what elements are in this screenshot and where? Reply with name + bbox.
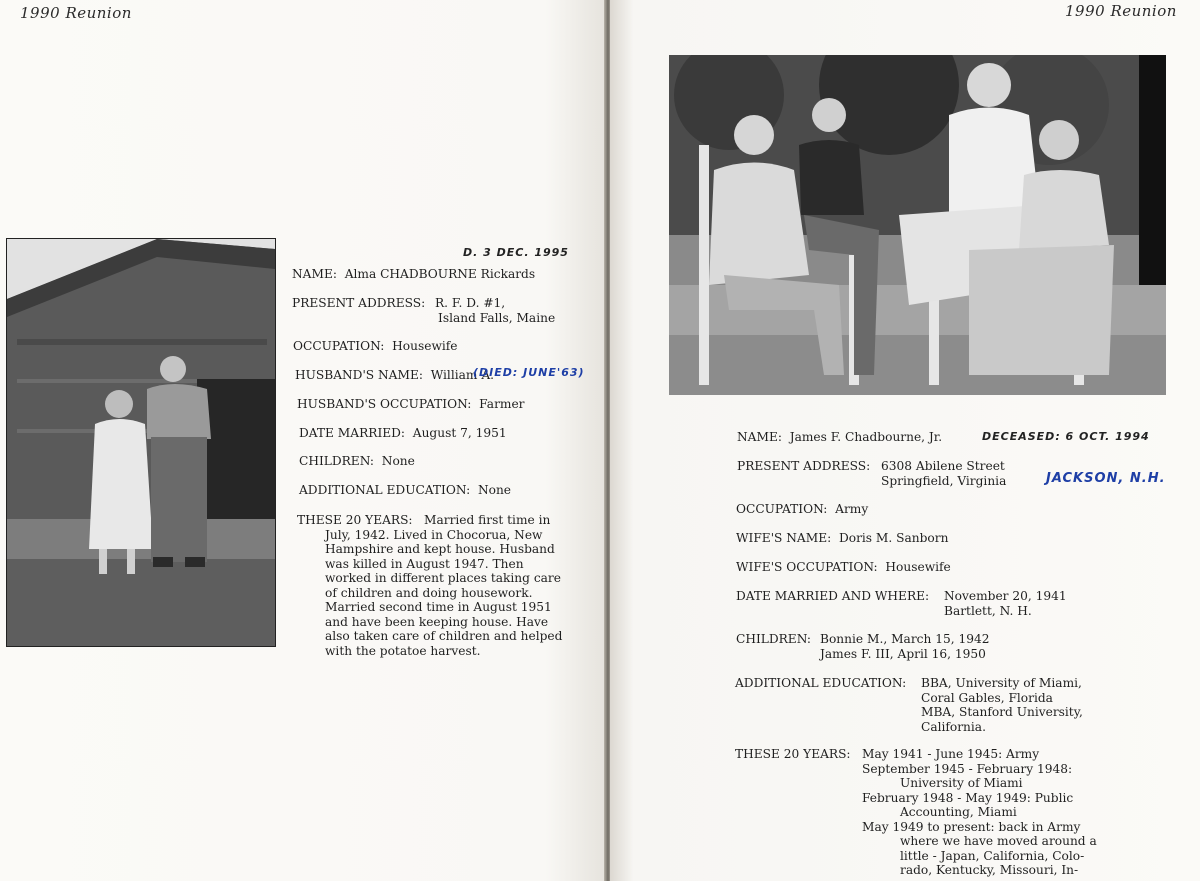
- address-line-1: R. F. D. #1,: [435, 296, 506, 310]
- education-label: ADDITIONAL EDUCATION:: [735, 676, 907, 690]
- years-line: May 1941 - June 1945: Army: [862, 747, 1040, 761]
- child-line-1: Bonnie M., March 15, 1942: [820, 632, 990, 646]
- date-married-value: [944, 589, 1067, 618]
- family-photo: [669, 55, 1166, 395]
- children-label: CHILDREN:: [736, 632, 812, 646]
- years-line: of children and doing housework.: [325, 585, 533, 600]
- children-label: CHILDREN:: [299, 454, 375, 468]
- address-value: [435, 296, 555, 325]
- years-line: May 1949 to present: back in Army: [862, 819, 1081, 834]
- husband-value: William A.: [430, 368, 494, 382]
- education-value: None: [477, 483, 512, 497]
- address-value: [881, 459, 1006, 488]
- family-photo-image: [669, 55, 1166, 395]
- occupation-row: [293, 339, 458, 353]
- husband-occupation-row: [297, 397, 525, 411]
- address-label: PRESENT ADDRESS:: [737, 459, 871, 473]
- address-line-1: 6308 Abilene Street: [881, 459, 1005, 473]
- husband-occupation-label: HUSBAND'S OCCUPATION:: [297, 397, 472, 411]
- child-line-2: James F. III, April 16, 1950: [820, 646, 986, 661]
- reunion-note-left: 1990 Reunion: [20, 4, 132, 22]
- date-married-label: DATE MARRIED AND WHERE:: [736, 589, 930, 603]
- name-value: James F. Chadbourne, Jr.: [789, 430, 943, 444]
- years-line: where we have moved around a: [900, 834, 1097, 848]
- husband-died-note: (DIED: JUNE'63): [473, 366, 585, 379]
- wife-value: Doris M. Sanborn: [838, 531, 949, 545]
- right-page: [610, 0, 1200, 881]
- years-line: Married second time in August 1951: [325, 600, 552, 614]
- years-line: with the potatoe harvest.: [325, 643, 481, 658]
- name-row: [737, 430, 942, 444]
- death-note: D. 3 DEC. 1995: [463, 246, 569, 259]
- education-label: ADDITIONAL EDUCATION:: [299, 483, 471, 497]
- reunion-note-right: 1990 Reunion: [1065, 2, 1177, 20]
- husband-occupation-value: Farmer: [479, 397, 525, 411]
- years-line: University of Miami: [900, 776, 1023, 790]
- these-years-text: [325, 513, 562, 658]
- education-line: California.: [921, 719, 986, 734]
- years-line: also taken care of children and helped: [325, 629, 563, 643]
- wife-row: [736, 531, 948, 545]
- years-line: Married first time in: [424, 513, 551, 527]
- wife-occupation-value: Housewife: [885, 560, 951, 574]
- occupation-value: Army: [835, 502, 869, 516]
- name-label: NAME:: [737, 430, 782, 444]
- deceased-note: DECEASED: 6 OCT. 1994: [982, 430, 1150, 443]
- address-handwritten-note: JACKSON, N.H.: [1046, 471, 1166, 486]
- husband-row: [295, 368, 494, 382]
- married-line-1: November 20, 1941: [944, 589, 1067, 603]
- education-row: [299, 483, 511, 497]
- these-years-label: THESE 20 YEARS:: [297, 513, 413, 527]
- date-married-label: DATE MARRIED:: [299, 426, 406, 440]
- children-row: [299, 454, 415, 468]
- date-married-row: [299, 426, 507, 440]
- address-label: PRESENT ADDRESS:: [292, 296, 426, 310]
- address-line-2: Springfield, Virginia: [881, 473, 1007, 488]
- date-married-value: August 7, 1951: [412, 426, 507, 440]
- years-line: September 1945 - February 1948:: [862, 761, 1073, 776]
- these-years-text: [862, 747, 1097, 878]
- years-line: Hampshire and kept house. Husband: [325, 542, 555, 556]
- years-line: July, 1942. Lived in Chocorua, New: [325, 527, 543, 542]
- wife-label: WIFE'S NAME:: [736, 531, 832, 545]
- occupation-value: Housewife: [392, 339, 458, 353]
- years-line: and have been keeping house. Have: [325, 614, 549, 629]
- name-value: Alma CHADBOURNE Rickards: [344, 267, 536, 281]
- children-value: [820, 632, 989, 661]
- couple-photo: [6, 238, 276, 647]
- education-line: MBA, Stanford University,: [921, 705, 1083, 719]
- wife-occupation-label: WIFE'S OCCUPATION:: [736, 560, 878, 574]
- wife-occupation-row: [736, 560, 951, 574]
- address-line-2: Island Falls, Maine: [438, 310, 556, 325]
- years-line: February 1948 - May 1949: Public: [862, 790, 1074, 805]
- married-line-2: Bartlett, N. H.: [944, 603, 1032, 618]
- occupation-label: OCCUPATION:: [293, 339, 385, 353]
- these-years-label: THESE 20 YEARS:: [735, 747, 851, 761]
- husband-label: HUSBAND'S NAME:: [295, 368, 423, 382]
- occupation-row: [736, 502, 868, 516]
- years-line: rado, Kentucky, Missouri, In-: [900, 863, 1079, 877]
- name-row: [292, 267, 535, 281]
- occupation-label: OCCUPATION:: [736, 502, 828, 516]
- education-line: Coral Gables, Florida: [921, 690, 1053, 705]
- years-line: little - Japan, California, Colo-: [900, 848, 1085, 863]
- education-line: BBA, University of Miami,: [921, 676, 1082, 690]
- couple-photo-image: [7, 239, 275, 646]
- years-line: was killed in August 1947. Then: [325, 556, 524, 571]
- children-value: None: [381, 454, 415, 468]
- years-line: Accounting, Miami: [900, 805, 1017, 819]
- name-label: NAME:: [292, 267, 337, 281]
- education-value: [921, 676, 1083, 734]
- years-line: worked in different places taking care: [325, 571, 561, 585]
